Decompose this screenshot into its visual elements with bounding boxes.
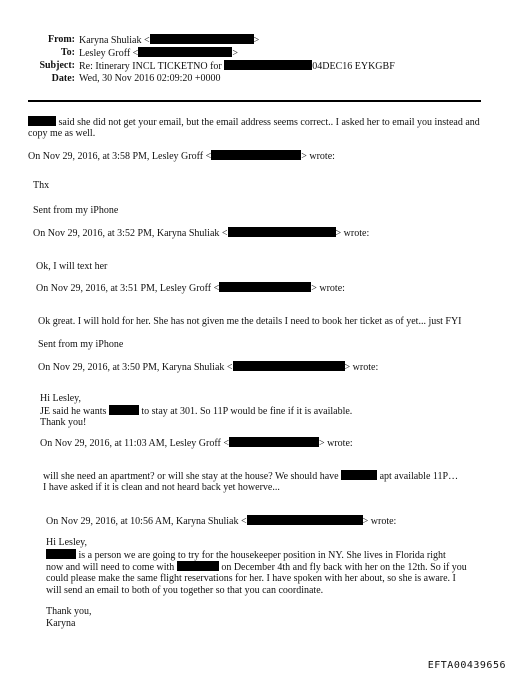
- from-value: [79, 34, 259, 47]
- message-text: Hi Lesley,: [40, 393, 82, 404]
- body-text: now and will need to come with: [46, 562, 175, 573]
- quote-prefix: On Nov 29, 2016, at 3:58 PM, Lesley Groff <: [28, 151, 212, 162]
- to-label: To:: [60, 47, 75, 58]
- quote-header: [38, 361, 378, 374]
- body-line: [28, 116, 480, 129]
- close-bracket: >: [232, 48, 238, 59]
- body-text: said she did not get your email, but the email address seems correct.. I asked her to email you instead and: [58, 117, 480, 128]
- from-name: Karyna Shuliak <: [79, 35, 150, 46]
- message-text: Thank you!: [40, 417, 87, 428]
- quote-header: [46, 515, 396, 528]
- message-text: will send an email to both of you together so that you can coordinate.: [46, 585, 324, 596]
- message-text: Ok great. I will hold for her. She has not given me the details I need to book her ticket as of yet... just FYI: [38, 316, 462, 327]
- message-text: could please make the same flight reservations for her. I have spoken with her about, so she is aware. I: [46, 573, 456, 584]
- message-text: Karyna: [46, 618, 76, 629]
- quote-header: [40, 437, 353, 450]
- body-text: will she need an apartment? or will she stay at the house? We should have: [43, 471, 339, 482]
- quote-prefix: On Nov 29, 2016, at 10:56 AM, Karyna Shuliak <: [46, 516, 247, 527]
- close-bracket: >: [253, 35, 260, 46]
- redaction-box: [138, 47, 232, 57]
- subject-label: Subject:: [39, 60, 75, 71]
- quote-wrote: > wrote:: [335, 228, 370, 239]
- body-text: to stay at 301. So 11P would be fine if it is available.: [141, 406, 353, 417]
- signature: Sent from my iPhone: [33, 205, 119, 216]
- to-name: Lesley Groff <: [79, 48, 139, 59]
- quote-wrote: > wrote:: [311, 283, 345, 294]
- subject-text: Re: Itinerary INCL TICKETNO for: [79, 61, 222, 72]
- document-id: EFTA00439656: [427, 660, 506, 671]
- message-text: Hi Lesley,: [46, 537, 88, 548]
- redaction-box: [233, 361, 345, 371]
- body-text: is a person we are going to try for the housekeeper position in NY. She lives in Florida right: [78, 550, 446, 561]
- body-text: apt available 11P…: [379, 471, 459, 482]
- quote-prefix: On Nov 29, 2016, at 11:03 AM, Lesley Groff <: [40, 438, 229, 449]
- message-text: [40, 405, 352, 418]
- quote-wrote: > wrote:: [318, 438, 353, 449]
- redaction-box: [109, 405, 139, 415]
- quote-wrote: > wrote:: [344, 362, 379, 373]
- redaction-box: [247, 515, 363, 525]
- quote-header: [28, 150, 335, 163]
- from-label: From:: [47, 34, 75, 45]
- redaction-box: [46, 549, 76, 559]
- redaction-box: [228, 227, 336, 237]
- body-text: JE said he wants: [40, 406, 107, 417]
- body-line: copy me as well.: [28, 128, 96, 139]
- message-text: I have asked if it is clean and not heard back yet howerve...: [43, 482, 280, 493]
- subject-value: [79, 60, 395, 73]
- redaction-box: [341, 470, 377, 480]
- redaction-box: [229, 437, 319, 447]
- redaction-box: [211, 150, 301, 160]
- redaction-box: [28, 116, 56, 126]
- quote-prefix: On Nov 29, 2016, at 3:52 PM, Karyna Shuliak <: [33, 228, 228, 239]
- message-text: Thx: [33, 180, 50, 191]
- quote-prefix: On Nov 29, 2016, at 3:50 PM, Karyna Shuliak <: [38, 362, 233, 373]
- redaction-box: [224, 60, 312, 70]
- date-value: Wed, 30 Nov 2016 02:09:20 +0000: [79, 73, 221, 84]
- body-text: on December 4th and fly back with her on the 12th. So if you: [221, 562, 467, 573]
- subject-suffix: 04DEC16 EYKGBF: [312, 61, 395, 72]
- quote-wrote: > wrote:: [362, 516, 397, 527]
- quote-header: [36, 282, 345, 295]
- date-label: Date:: [51, 73, 75, 84]
- quote-wrote: > wrote:: [301, 151, 335, 162]
- redaction-box: [219, 282, 311, 292]
- redaction-box: [150, 34, 254, 44]
- message-text: Thank you,: [46, 606, 92, 617]
- message-text: Ok, I will text her: [36, 261, 108, 272]
- redaction-box: [177, 561, 219, 571]
- quote-header: [33, 227, 369, 240]
- to-value: [79, 47, 238, 60]
- header-divider: [28, 100, 481, 102]
- quote-prefix: On Nov 29, 2016, at 3:51 PM, Lesley Groff <: [36, 283, 220, 294]
- signature: Sent from my iPhone: [38, 339, 124, 350]
